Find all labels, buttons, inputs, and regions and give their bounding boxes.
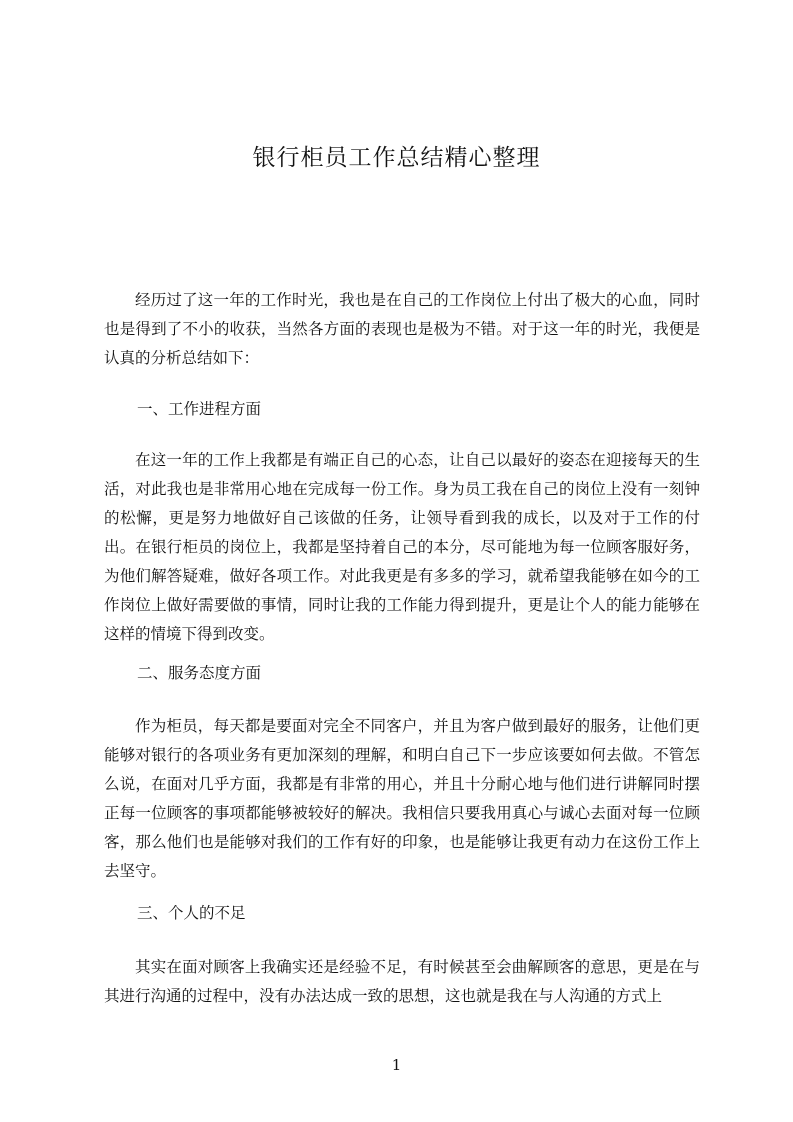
document-title: 银行柜员工作总结精心整理 <box>252 145 541 171</box>
section-body-personal-shortcomings: 其实在面对顾客上我确实还是经验不足，有时候甚至会曲解顾客的意思，更是在与其进行沟通的过程中，没有办法达成一致的思想，这也就是我在与人沟通的方式上 <box>104 958 700 1005</box>
section-heading-personal-shortcomings: 三、个人的不足 <box>137 904 246 922</box>
page-number: 1 <box>391 1056 402 1074</box>
section-heading-work-progress: 一、工作进程方面 <box>137 400 262 418</box>
section-body-service-attitude: 作为柜员，每天都是要面对完全不同客户，并且为客户做到最好的服务，让他们更能够对银行的各项业务有更加深刻的理解，和明白自己下一步应该要如何去做。不管怎么说，在面对几乎方面，我都是有非常的用心，并且十分耐心地与他们进行讲解同时摆正每一位顾客的事项都能够被较好的解决。我相信只要我用真心与诚心去面对每一位顾客，那么他们也是能够对我们的工作有好的印象，也是能够让我更有动力在这份工作上去坚守。 <box>104 717 700 880</box>
intro-paragraph: 经历过了这一年的工作时光，我也是在自己的工作岗位上付出了极大的心血，同时也是得到了不小的收获，当然各方面的表现也是极为不错。对于这一年的时光，我便是认真的分析总结如下： <box>104 291 700 367</box>
section-heading-service-attitude: 二、服务态度方面 <box>137 664 262 682</box>
section-body-work-progress: 在这一年的工作上我都是有端正自己的心态，让自己以最好的姿态在迎接每天的生活，对此我也是非常用心地在完成每一份工作。身为员工我在自己的岗位上没有一刻钟的松懈，更是努力地做好自己该做的任务，让领导看到我的成长，以及对于工作的付出。在银行柜员的岗位上，我都是坚持着自己的本分，尽可能地为每一位顾客服好务，为他们解答疑难，做好各项工作。对此我更是有多多的学习，就希望我能够在如今的工作岗位上做好需要做的事情，同时让我的工作能力得到提升，更是让个人的能力能够在这样的情境下得到改变。 <box>104 451 700 643</box>
